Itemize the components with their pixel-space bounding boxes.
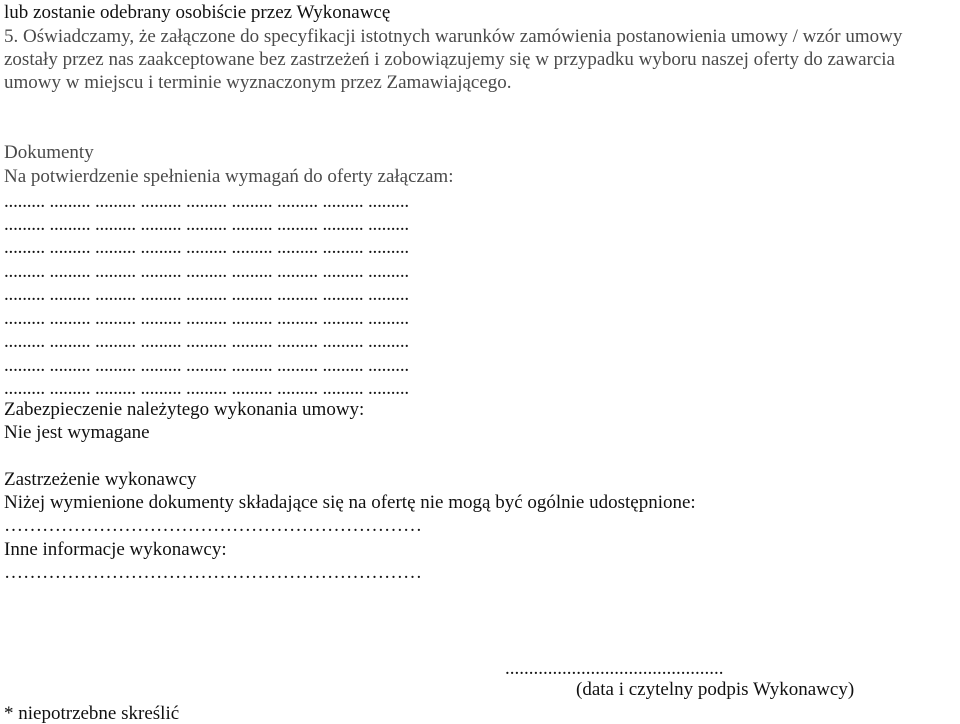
reservation-heading: Zastrzeżenie wykonawcy xyxy=(4,469,197,490)
security-value: Nie jest wymagane xyxy=(4,422,150,443)
documents-placeholder-line: ......... ......... ......... ......... ......... ......... ......... ......... ......... xyxy=(4,355,409,376)
footnote: * niepotrzebne skreślić xyxy=(4,703,180,724)
documents-placeholder-line: ......... ......... ......... ......... ......... ......... ......... ......... ......... xyxy=(4,378,409,399)
security-heading: Zabezpieczenie należytego wykonania umowy: xyxy=(4,399,365,420)
point5-line-1: 5. Oświadczamy, że załączone do specyfikacji istotnych warunków zamówienia postanowienia umowy / wzór umowy xyxy=(4,26,903,47)
documents-heading: Dokumenty xyxy=(4,142,94,163)
signature-line: .............................................. xyxy=(505,658,724,679)
documents-placeholder-line: ......... ......... ......... ......... ......... ......... ......... ......... ......... xyxy=(4,261,409,282)
documents-intro: Na potwierdzenie spełnienia wymagań do oferty załączam: xyxy=(4,166,454,187)
documents-placeholder-line: ......... ......... ......... ......... ......... ......... ......... ......... ......... xyxy=(4,308,409,329)
documents-placeholder-line: ......... ......... ......... ......... ......... ......... ......... ......... ......... xyxy=(4,237,409,258)
signature-caption: (data i czytelny podpis Wykonawcy) xyxy=(576,679,855,700)
other-info-heading: Inne informacje wykonawcy: xyxy=(4,539,227,560)
documents-placeholder-line: ......... ......... ......... ......... ......... ......... ......... ......... ......... xyxy=(4,331,409,352)
other-info-placeholder: ………………………………………………………… xyxy=(4,562,422,583)
documents-placeholder-line: ......... ......... ......... ......... ......... ......... ......... ......... ......... xyxy=(4,214,409,235)
documents-placeholder-line: ......... ......... ......... ......... ......... ......... ......... ......... ......... xyxy=(4,191,409,212)
point5-line-2: zostały przez nas zaakceptowane bez zastrzeżeń i zobowiązujemy się w przypadku wyboru naszej oferty do zawarcia xyxy=(4,49,895,70)
documents-placeholder-line: ......... ......... ......... ......... ......... ......... ......... ......... ......... xyxy=(4,284,409,305)
reservation-text: Niżej wymienione dokumenty składające się na ofertę nie mogą być ogólnie udostępnione: xyxy=(4,492,696,513)
reservation-placeholder: ………………………………………………………… xyxy=(4,515,422,536)
point5-line-3: umowy w miejscu i terminie wyznaczonym przez Zamawiającego. xyxy=(4,72,512,93)
intro-continued-line: lub zostanie odebrany osobiście przez Wykonawcę xyxy=(4,2,391,23)
